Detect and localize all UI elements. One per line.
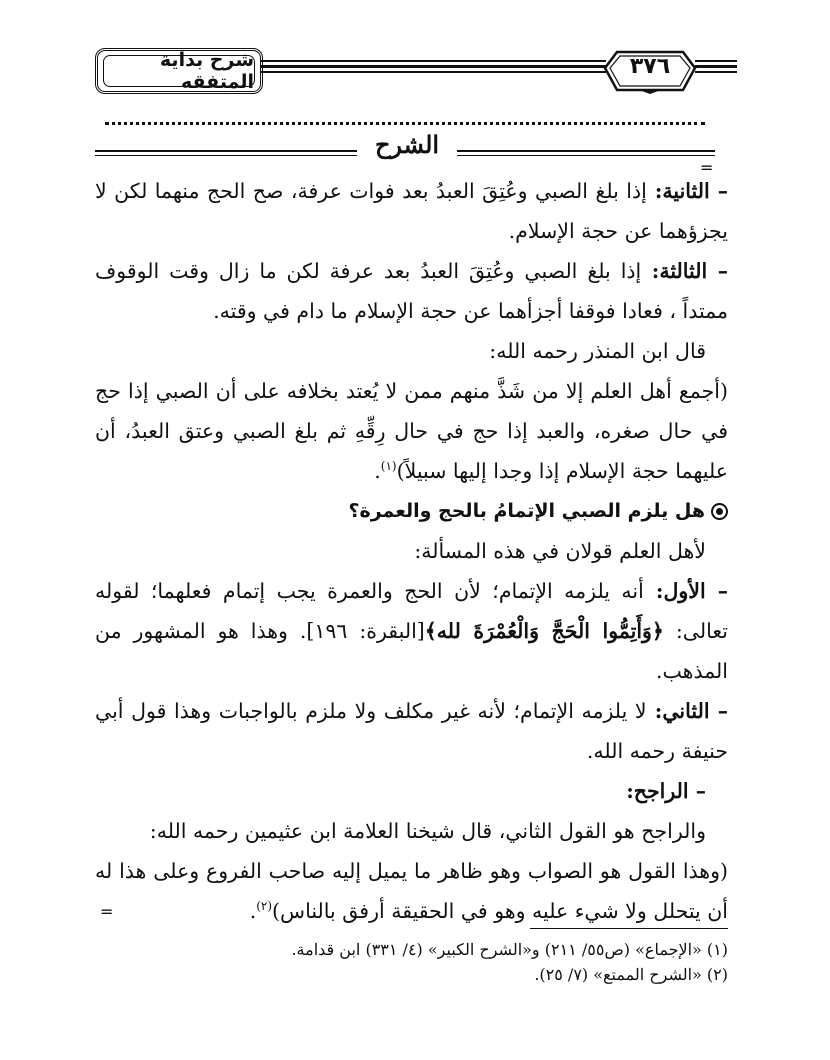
quote-text: (أجمع أهل العلم إلا من شَذَّ منهم ممن لا يُعتد بخلافه على أن الصبي إذا حج في حال صغره، والعبد إذا حج في حال رِقِّهِ ثم بلغ الصبي وعتق العبدُ، أن عليهما حجة الإسلام إذا وجدا إليها سبيلاً) [95,379,728,483]
equals-mark-bottom: = [100,902,114,921]
paragraph-third [95,251,728,331]
dotted-divider [105,122,705,125]
page-number-badge [603,48,697,94]
footnote-ref-2: (٢) [256,899,273,914]
text-first: أنه يلزمه الإتمام؛ لأن الحج والعمرة يجب إتمام فعلهما؛ لقوله تعالى: [95,579,728,643]
paragraph-preferred: والراجح هو القول الثاني، قال شيخنا العلامة ابن عثيمين رحمه الله: [149,819,706,843]
heading-rule-left-thin [95,155,357,156]
quran-verse: ﴿وَأَتِمُّوا الْحَجَّ وَالْعُمْرَةَ لله﴾ [424,619,664,643]
paragraph-second-opinion [95,691,728,771]
paragraph-second [95,171,728,251]
quote-end: . [249,899,257,923]
footnote-2: (٢) «الشرح الممتع» (٧/ ٢٥). [534,965,728,984]
body-text [95,171,728,931]
text-third: إذا بلغ الصبي وعُتِقَ العبدُ بعد عرفة لكن ما زال وقت الوقوف ممتداً ، فعادا فوقفا أجزأهما عن حجة الإسلام ما دام في وقته. [95,259,728,323]
question-text: هل يلزم الصبي الإتمامُ بالحج والعمرة؟ [348,500,705,522]
verse-reference: [البقرة: ١٩٦]. وهذا هو المشهور من المذهب. [95,619,728,683]
header-rule-right [695,60,737,76]
flower-bullet-icon [711,503,728,520]
label-second-opinion: – الثاني: [646,699,728,723]
heading-rule-right-thin [457,155,715,156]
text-second: إذا بلغ الصبي وعُتِقَ العبدُ بعد فوات عرفة، صح الحج منهما لكن لا يجزؤهما عن حجة الإسلام. [95,179,728,243]
section-heading [95,130,715,166]
footnote-divider [530,928,728,929]
paragraph-first-opinion [95,571,728,691]
question-heading [95,491,728,531]
label-third: – الثالثة: [641,259,728,283]
paragraph-uthaymin-quote [95,851,728,931]
book-title: شرح بداية المتفقه [103,55,255,87]
book-title-frame [95,48,263,94]
footnotes [95,937,728,987]
label-first: – الأول: [643,579,728,603]
paragraph-quote: (أجمع أهل العلم إلا من شَذَّ منهم ممن لا يُعتد بخلافه على أن الصبي إذا حج في حال صغره، والعبد إذا حج في حال رِقِّهِ ثم بلغ الصبي وعتق العبدُ، أن عليهما حجة الإسلام إذا وجدا إليها سبيلاً)$^{(١)}$. [95,379,728,483]
heading-rule-left [95,150,357,152]
paragraph-quote-intro: قال ابن المنذر رحمه الله: [489,339,706,363]
footnote-1: (١) «الإجماع» (ص٥٥/ ٢١١) و«الشرح الكبير» (٤/ ٣٣١) ابن قدامة. [291,940,728,959]
preferred-heading: – الراجح: [626,779,706,803]
uthaymin-quote-text: (وهذا القول هو الصواب وهو ظاهر ما يميل إليه صاحب الفروع وعلى هذا له أن يتحلل ولا شيء عليه وهو في الحقيقة أرفق بالناس) [95,859,728,923]
header-rule-left [261,60,606,76]
section-title: الشرح [374,130,440,159]
footnote-ref-1: (١) [380,459,397,474]
page-header [95,48,735,98]
label-second: – الثانية: [646,179,728,203]
heading-rule-right [457,150,715,152]
paragraph-two-opinions: لأهل العلم قولان في هذه المسألة: [414,539,706,563]
page-number: ٣٧٦ [629,54,671,79]
equals-mark-top: = [700,158,714,177]
text-second-opinion: لا يلزمه الإتمام؛ لأنه غير مكلف ولا ملزم بالواجبات وهذا قول أبي حنيفة رحمه الله. [95,699,728,763]
